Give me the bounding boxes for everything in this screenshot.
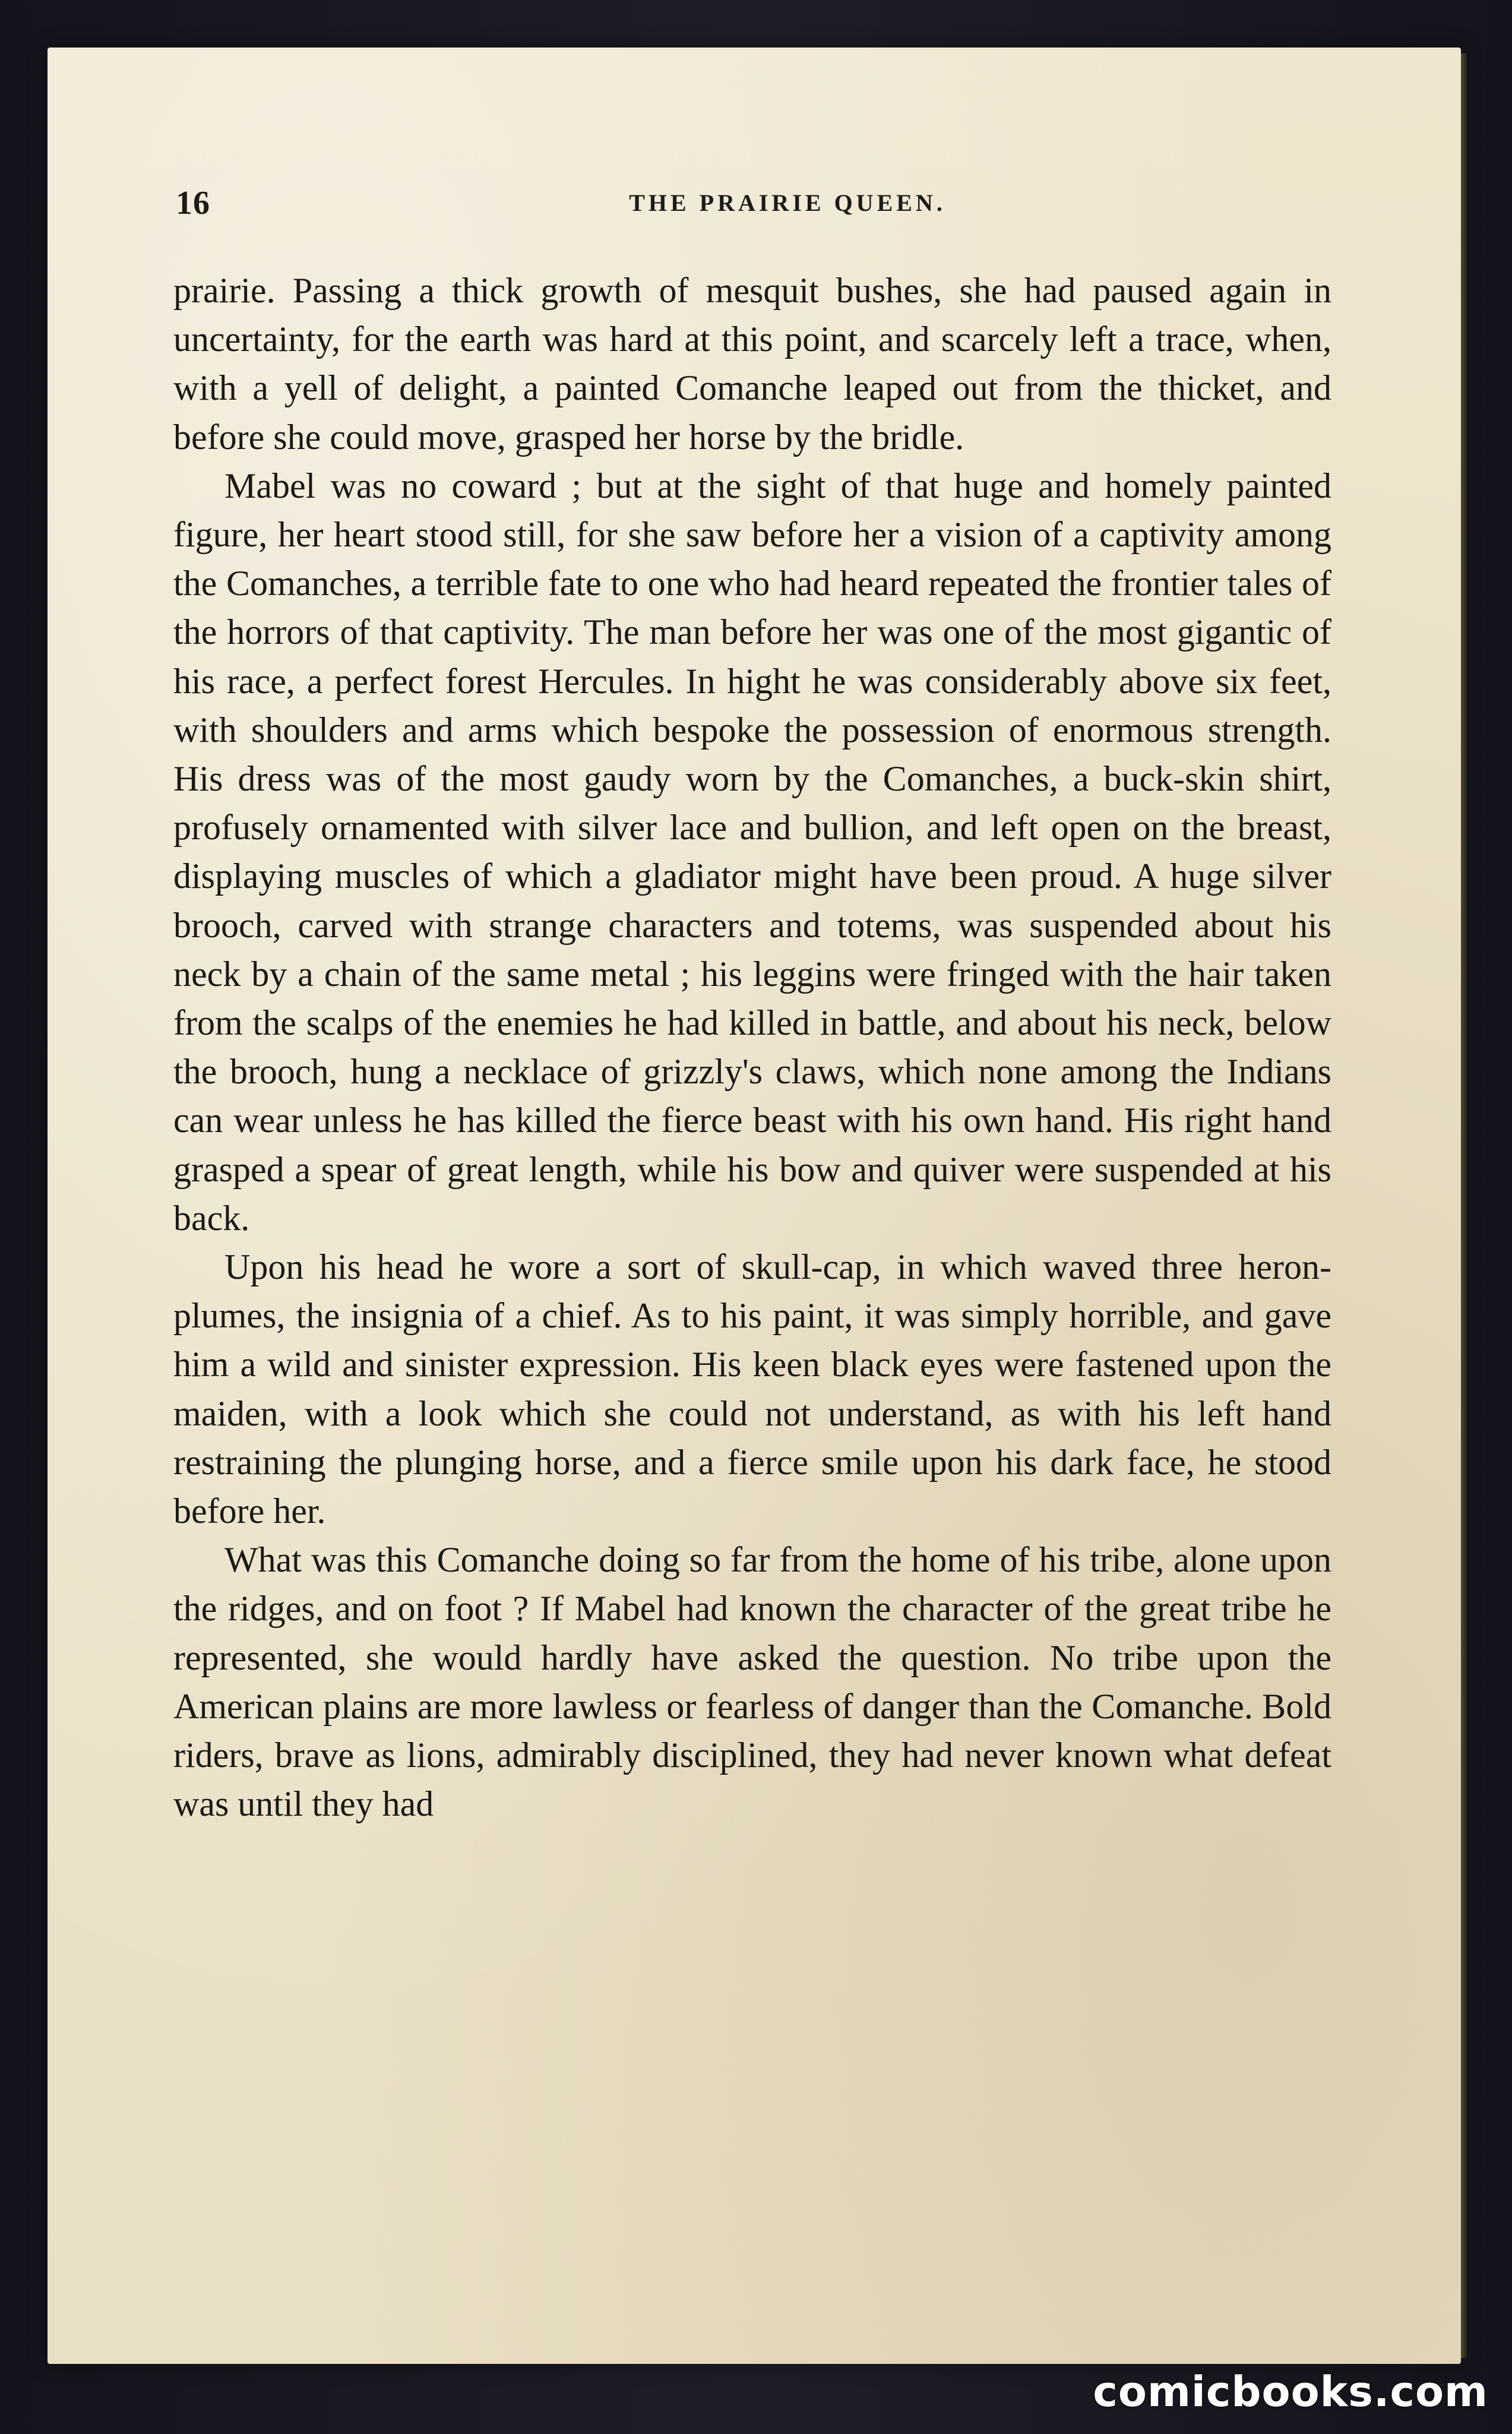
paragraph: Upon his head he wore a sort of skull-cap, in which waved three heron-plumes, the insignia of a chief. As to his paint, it was simply horrible, and gave him a wild and sinister expression. His keen black eyes were fastened upon the maiden, with a look which she could not understand, as with his left hand restraining the plunging horse, and a fierce smile upon his dark face, he stood before her.: [173, 1247, 1331, 1531]
paragraph: Mabel was no coward ; but at the sight of that huge and homely painted figure, her heart stood still, for she saw before her a vision of a captivity among the Comanches, a terrible fate to one who had heard repeated the frontier tales of the horrors of that captivity. The man before her was one of the most gigantic of his race, a perfect forest Hercules. In hight he was considerably above six feet, with shoulders and arms which bespoke the possession of enormous strength. His dress was of the most gaudy worn by the Comanches, a buck-skin shirt, profusely ornamented with silver lace and bullion, and left open on the breast, displaying muscles of which a gladiator might have been proud. A huge silver brooch, carved with strange characters and totems, was suspended about his neck by a chain of the same metal ; his leggins were fringed with the hair taken from the scalps of the enemies he had killed in battle, and about his neck, below the brooch, hung a necklace of grizzly's claws, which none among the Indians can wear unless he has killed the fierce beast with his own hand. His right hand grasped a spear of great length, while his bow and quiver were suspended at his back.: [173, 466, 1331, 1238]
running-head: [176, 184, 1328, 226]
body-text: [173, 266, 1331, 1829]
page-number: 16: [176, 185, 210, 222]
watermark: comicbooks.com: [1093, 2367, 1488, 2416]
paragraph: What was this Comanche doing so far from the home of his tribe, alone upon the ridges, and on foot ? If Mabel had known the character of the great tribe he represented, she would hardly have asked the question. No tribe upon the American plains are more lawless or fearless of danger than the Comanche. Bold riders, brave as lions, admirably disciplined, they had never known what defeat was until they had: [173, 1540, 1331, 1824]
paragraph: prairie. Passing a thick growth of mesquit bushes, she had paused again in uncertainty, for the earth was hard at this point, and scarcely left a trace, when, with a yell of delight, a painted Comanche leaped out from the thicket, and before she could move, grasped her horse by the bridle.: [173, 271, 1331, 457]
running-title: THE PRAIRIE QUEEN.: [629, 189, 946, 216]
